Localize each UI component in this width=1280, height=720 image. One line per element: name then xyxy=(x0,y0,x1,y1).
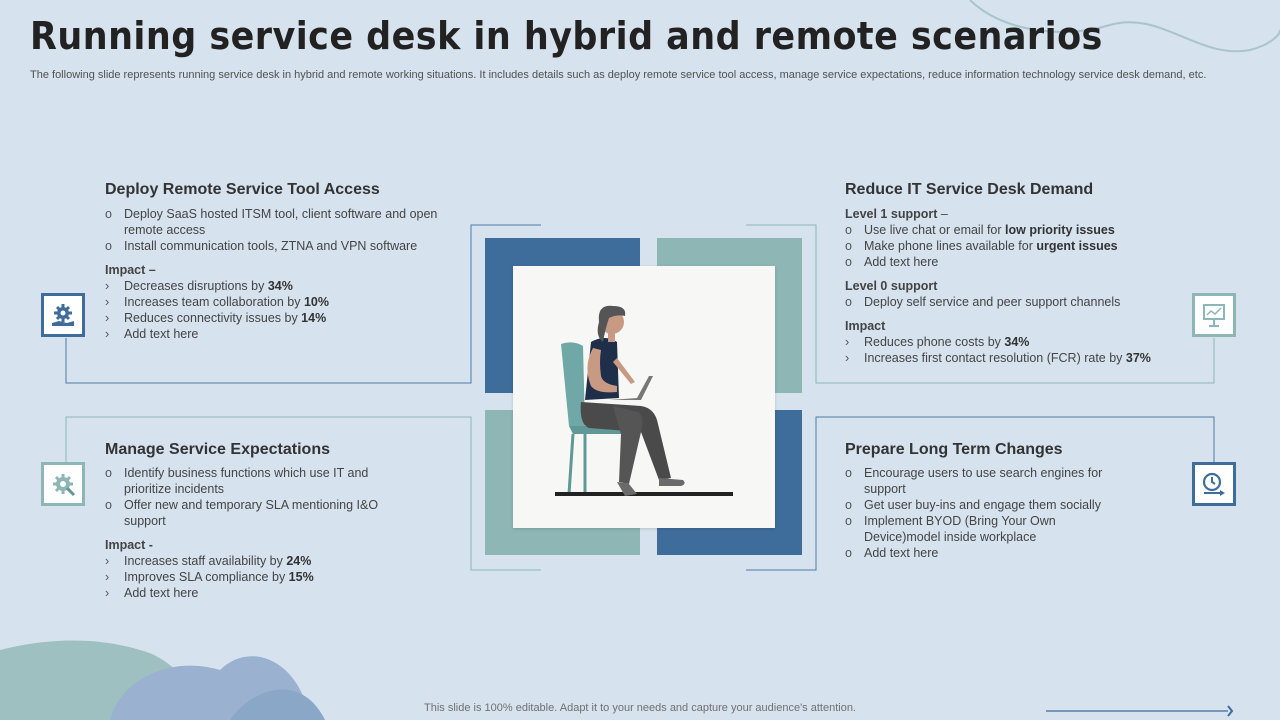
list-item: o Deploy SaaS hosted ITSM tool, client software and open remote access xyxy=(105,207,438,237)
list-item: o Encourage users to use search engines for support xyxy=(845,466,1103,496)
list-item: o Install communication tools, ZTNA and VPN software xyxy=(105,239,418,253)
page-title: Running service desk in hybrid and remote scenarios xyxy=(30,14,1103,58)
clock-arrow-icon xyxy=(1200,470,1228,498)
level0-label: Level 0 support xyxy=(845,279,938,293)
list-item: o Use live chat or email for low priority issues xyxy=(845,223,1115,237)
gear-wrench-icon xyxy=(49,470,77,498)
list-item: o Deploy self service and peer support channels xyxy=(845,295,1121,309)
deploy-icon-box xyxy=(41,293,85,337)
impact-item: › Decreases disruptions by 34% xyxy=(105,279,293,293)
impact-item: › Add text here xyxy=(105,586,199,600)
footer-note: This slide is 100% editable. Adapt it to your needs and capture your audience's attention. xyxy=(424,702,856,714)
impact-item: › Increases team collaboration by 10% xyxy=(105,295,329,309)
deploy-content xyxy=(105,206,460,342)
prepare-heading: Prepare Long Term Changes xyxy=(845,441,1063,458)
prepare-content xyxy=(845,465,1135,561)
illustration-panel xyxy=(513,266,775,528)
manage-heading: Manage Service Expectations xyxy=(105,441,330,458)
manage-icon-box xyxy=(41,462,85,506)
impact-item: › Increases staff availability by 24% xyxy=(105,554,312,568)
list-item: o Implement BYOD (Bring Your Own Device)model inside workplace xyxy=(845,514,1056,544)
impact-item: › Improves SLA compliance by 15% xyxy=(105,570,314,584)
impact-item: › Reduces connectivity issues by 14% xyxy=(105,311,327,325)
page-subtitle: The following slide represents running service desk in hybrid and remote working situations. It includes details such as deploy remote service tool access, manage service expectations, reduce information technology service desk demand, etc. xyxy=(30,69,1207,81)
list-item: o Add text here xyxy=(845,255,939,269)
impact-item: › Increases first contact resolution (FCR) rate by 37% xyxy=(845,351,1151,365)
list-item: o Offer new and temporary SLA mentioning I&O support xyxy=(105,498,379,528)
list-item: o Make phone lines available for urgent issues xyxy=(845,239,1118,253)
reduce-heading: Reduce IT Service Desk Demand xyxy=(845,181,1094,198)
manage-content xyxy=(105,465,415,601)
list-item: o Get user buy-ins and engage them socially xyxy=(845,498,1101,512)
impact-item: › Add text here xyxy=(105,327,199,341)
reduce-content xyxy=(845,206,1205,366)
woman-with-laptop-illustration xyxy=(513,266,775,528)
level1-label-row: Level 1 support – xyxy=(845,207,948,221)
deploy-heading: Deploy Remote Service Tool Access xyxy=(105,181,380,198)
reduce-impact-label: Impact xyxy=(845,319,886,333)
impact-item: › Reduces phone costs by 34% xyxy=(845,335,1030,349)
manage-impact-label: Impact - xyxy=(105,538,153,552)
list-item: o Add text here xyxy=(845,546,939,560)
prepare-icon-box xyxy=(1192,462,1236,506)
list-item: o Identify business functions which use IT and prioritize incidents xyxy=(105,466,369,496)
deploy-impact-label: Impact – xyxy=(105,263,156,277)
gear-hand-icon xyxy=(49,301,77,329)
